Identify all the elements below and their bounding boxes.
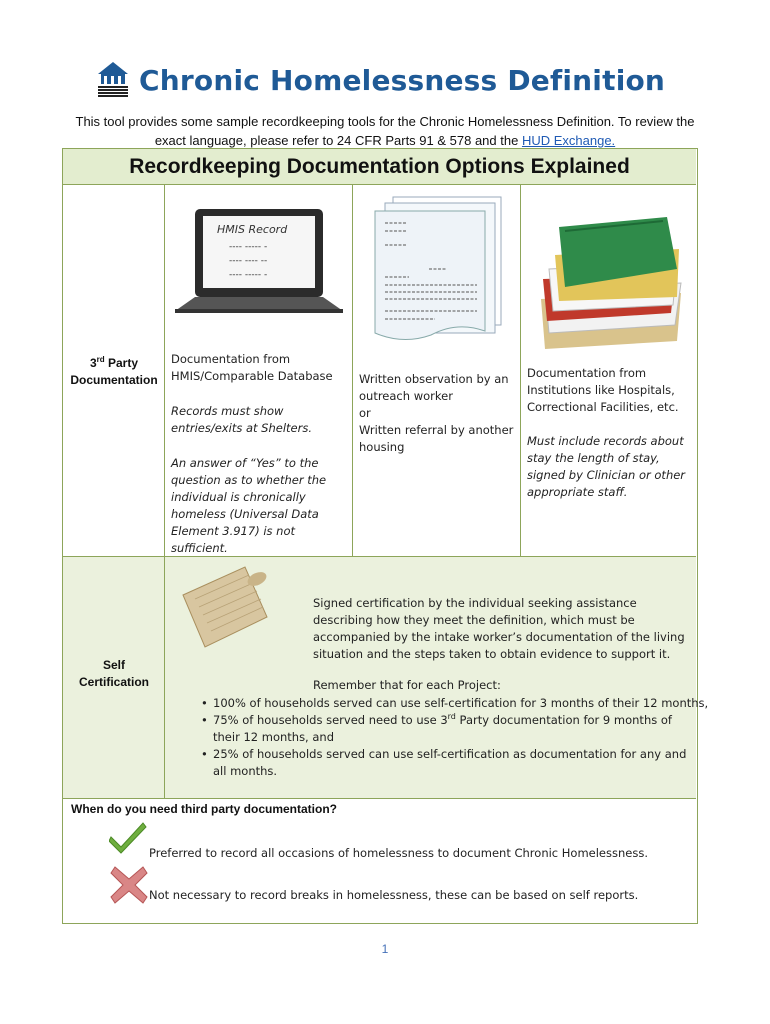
not-necessary-text: Not necessary to record breaks in homelessness, these can be based on self reports.: [149, 888, 639, 902]
preferred-text: Preferred to record all occasions of homelessness to document Chronic Homelessness.: [149, 846, 648, 860]
hmis-text: Documentation from HMIS/Comparable Database: [171, 352, 333, 383]
outreach-cell: [353, 185, 521, 557]
third-party-label: 3rd Party Documentation: [70, 355, 158, 387]
page-number: 1: [381, 942, 389, 956]
laptop-screen-title: HMIS Record: [217, 223, 288, 236]
intro-text: [30, 112, 740, 150]
intro-line-1: This tool provides some sample recordkeeping tools for the Chronic Homelessness Definition. To review the: [75, 114, 695, 129]
hmis-warning: An answer of “Yes” to the question as to whether the individual is chronically homeless (Universal Data Element 3.917) is not sufficient.: [171, 456, 327, 555]
paper-stack-icon: [365, 193, 515, 345]
self-cert-description: Signed certification by the individual seeking assistance describing how they meet the definition, which must be accompanied by the intake worker’s documentation of the living situation and the steps taken to obtain evidence to support it.: [313, 596, 685, 661]
laptop-screen-line-1: ---- ----- -: [229, 242, 268, 252]
self-cert-label-cell: [63, 557, 165, 799]
self-cert-bullets: [201, 695, 709, 780]
hmis-note: Records must show entries/exits at Shelters.: [171, 404, 312, 435]
table-banner: Recordkeeping Documentation Options Explained: [63, 149, 696, 185]
laptop-screen-line-3: ---- ----- -: [229, 270, 268, 280]
checkmark-icon: [109, 819, 147, 855]
outreach-text: Written observation by an outreach worker or Written referral by another housing: [359, 372, 514, 454]
laptop-icon: [173, 205, 345, 315]
institution-note: Must include records about stay the length of stay, signed by Clinician or other appropriate staff.: [527, 434, 686, 499]
scroll-icon: [179, 565, 271, 649]
page-title: Chronic Homelessness Definition: [139, 64, 666, 97]
when-row: [63, 799, 696, 923]
folders-icon: [535, 213, 685, 353]
list-item: • 75% of households served need to use 3rd Party documentation for 9 months of their 12 months, and: [201, 712, 691, 746]
self-cert-label: Self Certification: [78, 658, 149, 689]
self-certification-row: [63, 557, 709, 799]
list-item: • 100% of households served can use self-certification for 3 months of their 12 months,: [201, 695, 691, 712]
third-party-row: [63, 185, 696, 557]
third-party-label-cell: [63, 185, 165, 557]
documentation-table: [62, 148, 709, 924]
title-row: [0, 58, 770, 102]
institution-cell: [521, 185, 696, 557]
laptop-screen-line-2: ---- ---- --: [229, 256, 268, 266]
cross-icon: [109, 865, 149, 905]
hud-exchange-link[interactable]: HUD Exchange.: [521, 133, 616, 148]
list-item: • 25% of households served can use self-certification as documentation for any and all months.: [201, 746, 691, 780]
when-question: When do you need third party documentation?: [71, 802, 337, 816]
hmis-cell: [165, 185, 353, 557]
institution-text: Documentation from Institutions like Hospitals, Correctional Facilities, etc.: [527, 366, 679, 414]
building-logo-icon: [94, 60, 132, 100]
intro-line-2: exact language, please refer to 24 CFR Parts 91 & 578 and the: [154, 133, 519, 148]
self-cert-remember: Remember that for each Project:: [313, 678, 501, 692]
